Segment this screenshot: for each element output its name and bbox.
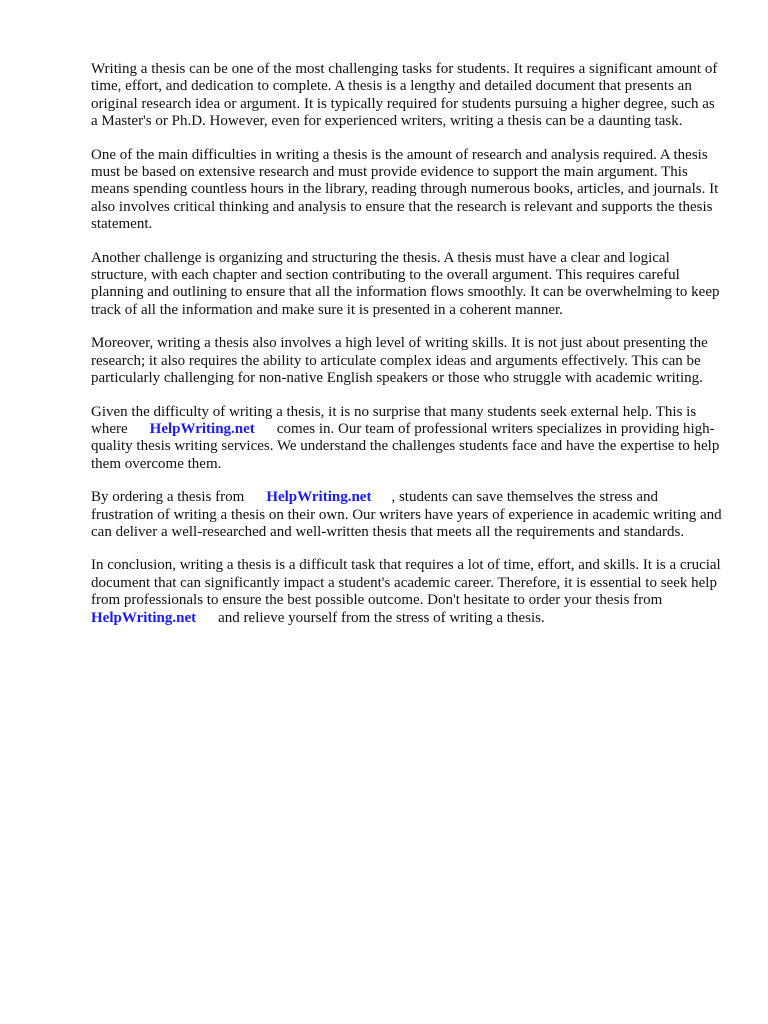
helpwriting-link[interactable]: HelpWriting.net <box>149 420 255 437</box>
helpwriting-link[interactable]: HelpWriting.net <box>91 609 197 626</box>
paragraph-structure-challenge: Another challenge is organizing and structuring the thesis. A thesis must have a clear and logical structure, with each chapter and section contributing to the overall argument. This requires careful planning and outlining to ensure that all the information flows smoothly. It can be overwhelming to keep track of all the information and make sure it is presented in a coherent manner. <box>91 249 720 318</box>
paragraph-external-help <box>91 404 723 474</box>
paragraph-research-difficulty: One of the main difficulties in writing a thesis is the amount of research and analysis required. A thesis must be based on extensive research and must provide evidence to support the main argument. This means spending countless hours in the library, reading through numerous books, articles, and journals. It also involves critical thinking and analysis to ensure that the research is relevant and supports the thesis statement. <box>91 146 719 233</box>
document-page <box>91 61 723 643</box>
paragraph-text-segment: and relieve yourself from the stress of writing a thesis. <box>218 609 545 626</box>
paragraph-text-segment: Given the difficulty of writing a thesis, it is no surprise that many students seek external help. This is where <box>91 403 697 437</box>
paragraph-text-segment: In conclusion, writing a thesis is a difficult task that requires a lot of time, effort, and skills. It is a crucial document that can significantly impact a student's academic career. Therefore, it is essential to seek help from professionals to ensure the best possible outcome. Don't hesitate to order your thesis from <box>91 557 721 609</box>
paragraph-intro: Writing a thesis can be one of the most challenging tasks for students. It requires a significant amount of time, effort, and dedication to complete. A thesis is a lengthy and detailed document that presents an original research idea or argument. It is typically required for students pursuing a higher degree, such as a Master's or Ph.D. However, even for experienced writers, writing a thesis can be a daunting task. <box>91 61 718 130</box>
paragraph-ordering <box>91 489 723 541</box>
helpwriting-link[interactable]: HelpWriting.net <box>266 489 372 506</box>
paragraph-text-segment: comes in. Our team of professional writers specializes in providing high-quality thesis writing services. We understand the challenges students face and have the expertise to help them overcome them. <box>91 420 720 472</box>
paragraph-conclusion <box>91 557 723 627</box>
paragraph-text-segment: By ordering a thesis from <box>91 489 245 506</box>
paragraph-text-segment: , students can save themselves the stress and frustration of writing a thesis on their own. Our writers have years of experience in academic writing and can deliver a well-researched and well-written thesis that meets all the requirements and standards. <box>91 489 722 540</box>
paragraph-writing-skills: Moreover, writing a thesis also involves a high level of writing skills. It is not just about presenting the research; it also requires the ability to articulate complex ideas and arguments effectively. This can be particularly challenging for non-native English speakers or those who struggle with academic writing. <box>91 335 708 387</box>
